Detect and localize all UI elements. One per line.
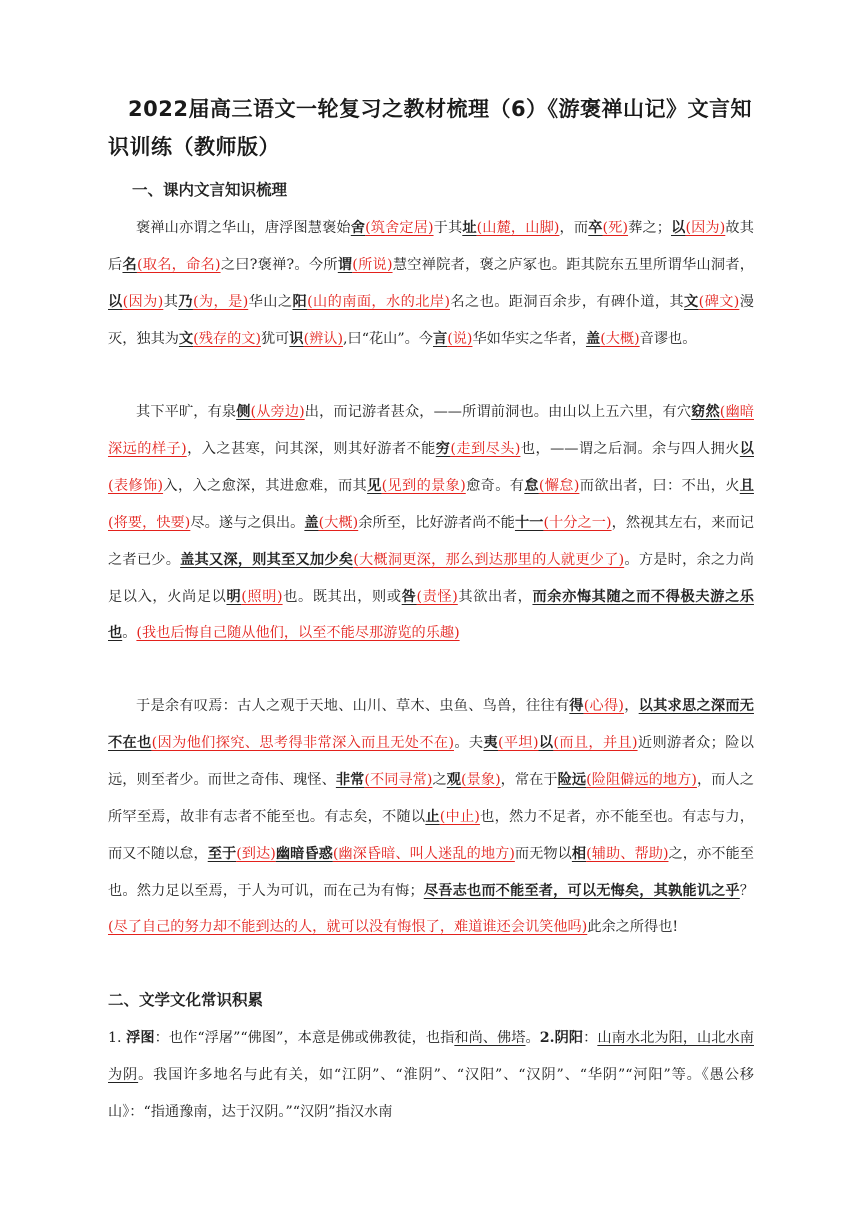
keyword: 盖其又深，则其至又加少矣 [180,551,354,568]
keyword: 十一 [514,514,544,531]
text-segment: ,曰“花山”。今 [343,330,433,347]
gloss: (心得) [583,698,624,714]
keyword: 盖 [304,514,319,531]
gloss: (山的南面，水的北岸) [307,293,450,310]
keyword: 咎 [401,588,417,605]
gloss: (责怪) [416,588,458,605]
keyword: 夷 [483,734,498,751]
keyword: 穷 [435,440,451,457]
text-segment: 。 [525,1030,540,1046]
text-segment: 之 [432,771,447,788]
gloss: (因为) [122,293,164,310]
section-heading-1: 一、课内文言知识梳理 [132,181,288,199]
text-segment: 漫灭，独其为 [108,293,754,347]
gloss: (残存的文) [193,330,261,347]
text-segment: 此余之所得也! [587,919,679,936]
text-segment: 尽。遂与之俱出。 [190,514,305,531]
gloss: (为，是) [192,293,249,310]
keyword: 以 [108,293,123,310]
underlined-text: 和尚、佛塔 [454,1030,526,1046]
text-segment: 于是余有叹焉：古人之观于天地、山川、草木、虫鱼、鸟兽，往往有 [136,698,570,714]
text-segment: ，常在于 [500,771,558,788]
text-segment: 也，——谓之后洞。余与四人拥火 [520,440,740,457]
text-segment: ？ [739,882,754,899]
gloss: (大概) [600,330,640,347]
text-segment: 。 [122,625,137,642]
keyword: 以其求思之深而无不在也 [108,698,754,751]
gloss: (中止) [439,808,480,825]
text-segment: ， [623,698,639,714]
keyword: 见 [367,477,382,494]
gloss: (辅助、帮助) [586,845,669,862]
text-segment: 于其 [433,220,463,236]
text-segment: 而无物以 [514,845,572,862]
gloss: (筑舍定居) [365,220,434,236]
text-segment: 。我国许多地名与此有关，如“江阴”、“淮阴”、“汉阳”、“汉阴”、“华阴”“河阳”等。《愚公移山》：“指通豫南，达于汉阴。”“汉阴”指汉水南 [108,1066,754,1120]
keyword: 址 [462,220,477,236]
text-segment: 。夫 [453,734,484,751]
text-segment: 入，入之愈深，其进愈难，而其 [163,477,368,494]
bold-term: 2.阴阳 [539,1030,584,1046]
gloss: (取名，命名) [136,256,221,273]
keyword: 盖 [585,330,601,347]
text-segment: ，然视其左右，来而记之者已少。 [108,514,754,568]
text-segment: 葬之； [628,220,671,236]
underlined-text: 山南水北为阳，山北水南为阴 [108,1030,754,1083]
keyword: 以 [670,220,686,236]
text-segment: 其 [163,293,179,310]
gloss: (因为他们探究、思考得非常深入而且无处不在) [151,734,454,751]
gloss: (幽暗深远的样子) [108,404,754,457]
gloss: (将要，快要) [108,514,191,531]
keyword: 止 [425,808,440,825]
keyword: 以 [739,440,754,457]
gloss: (景象) [461,771,501,788]
gloss: (十分之一) [543,514,612,531]
keyword: 险远 [557,771,587,788]
keyword: 非常 [335,771,365,788]
gloss: (尽了自己的努力却不能到达的人，就可以没有悔恨了，难道谁还会讥笑他吗) [108,919,588,936]
text-segment: ：也作“浮屠”“佛图”，本意是佛或佛教徒，也指 [154,1030,455,1046]
text-segment: 华如华实之华者， [472,330,586,347]
keyword: 文 [684,293,699,310]
text-segment: 犹可 [260,330,290,347]
text-segment: ，入之甚寒，问其深，则其好游者不能 [186,440,436,457]
text-segment: 音谬也。 [639,330,697,347]
gloss: (不同寻常) [364,771,433,788]
text-segment: 褒禅山亦谓之华山，唐浮图慧褒始 [136,220,351,236]
gloss: (走到尽头) [450,440,521,457]
keyword: 相 [571,845,587,862]
keyword: 文 [178,330,194,347]
gloss: (说) [447,330,473,347]
keyword: 谓 [337,256,353,273]
gloss: (照明) [241,588,283,605]
gloss: (表修饰) [108,477,164,494]
gloss: (平坦) [497,734,539,751]
keyword: 且 [739,477,754,494]
paragraph-2 [108,394,754,652]
keyword: 怠 [524,477,539,494]
gloss: (幽深昏暗、叫人迷乱的地方) [332,845,515,862]
keyword: 乃 [178,293,193,310]
keyword: 明 [226,588,242,605]
keyword: 幽暗昏惑 [275,845,333,862]
text-segment: 而欲出者，曰：不出，火 [579,477,740,494]
gloss: (懈怠) [538,477,580,494]
text-segment: 之，亦不能至也。然力足以至焉，于人为可讥，而在己为有悔； [108,845,754,899]
text-segment: 近则游者众；险以远，则至者少。而世之奇伟、瑰怪、 [108,734,754,788]
bold-term: 浮图 [126,1030,155,1046]
gloss: (山麓，山脚) [476,220,560,236]
keyword: 舍 [350,220,366,236]
text-segment: 1. [108,1030,127,1046]
text-segment: 其下平旷，有泉 [136,404,237,420]
text-segment: 慧空禅院者，褒之庐冢也。距其院东五里所谓华山洞者， [392,256,754,273]
text-segment: 之曰?褒禅?。今所 [220,256,338,273]
gloss: (险阻僻远的地方) [586,771,697,788]
keyword: 阳 [292,293,308,310]
text-segment: 其欲出者， [457,588,533,605]
section-heading-2: 二、文学文化常识积累 [108,991,264,1009]
keyword: 言 [433,330,448,347]
keyword: 卒 [588,220,603,236]
text-segment: 。方是时，余之力尚足以入，火尚足以 [108,551,754,605]
text-segment: ： [583,1030,598,1046]
paragraph-4 [108,1020,754,1131]
document-title: 2022届高三语文一轮复习之教材梳理（6）《游褒禅山记》文言知识训练（教师版） [108,97,753,159]
gloss: (辨认) [303,330,344,347]
keyword: 而余亦悔其随之而不得极夫游之乐也 [108,588,754,642]
text-segment: ，而 [559,220,589,236]
text-segment: ，而人之所罕至焉，故非有志者不能至也。有志矣，不随以 [108,771,754,825]
keyword: 观 [446,771,461,788]
gloss: (碑文) [698,293,740,310]
gloss: (大概洞更深，那么到达那里的人就更少了) [353,551,625,568]
keyword: 识 [289,330,304,347]
gloss: (我也后悔自己随从他们，以至不能尽那游览的乐趣) [136,625,460,642]
text-segment: 也，然力不足者，亦不能至也。有志与力，而又不随以怠， [108,808,754,862]
gloss: (从旁边) [250,404,305,420]
text-segment: 出，而记游者甚众，——所谓前洞也。由山以上五六里，有穴 [304,404,692,420]
gloss: (因为) [685,220,726,236]
paragraph-3 [108,688,754,946]
gloss: (所说) [352,256,393,273]
paragraph-1 [108,210,754,358]
keyword: 至于 [207,845,237,862]
keyword: 以 [538,734,554,751]
text-segment: 名之也。距洞百余步，有碑仆道，其 [449,293,685,310]
keyword: 窈然 [691,404,720,420]
keyword: 得 [569,698,584,714]
keyword: 尽吾志也而不能至者，可以无悔矣，其孰能讥之乎 [423,882,740,899]
gloss: (死) [602,220,629,236]
gloss: (见到的景象) [381,477,466,494]
keyword: 名 [122,256,137,273]
gloss: (到达) [236,845,276,862]
text-segment: 华山之 [248,293,293,310]
gloss: (大概) [318,514,359,531]
text-segment: 故其后 [108,220,754,273]
text-segment: 愈奇。有 [465,477,525,494]
keyword: 侧 [236,404,251,420]
text-segment: 余所至，比好游者尚不能 [358,514,515,531]
text-segment: 也。既其出，则或 [282,588,402,605]
gloss: (而且，并且) [553,734,638,751]
